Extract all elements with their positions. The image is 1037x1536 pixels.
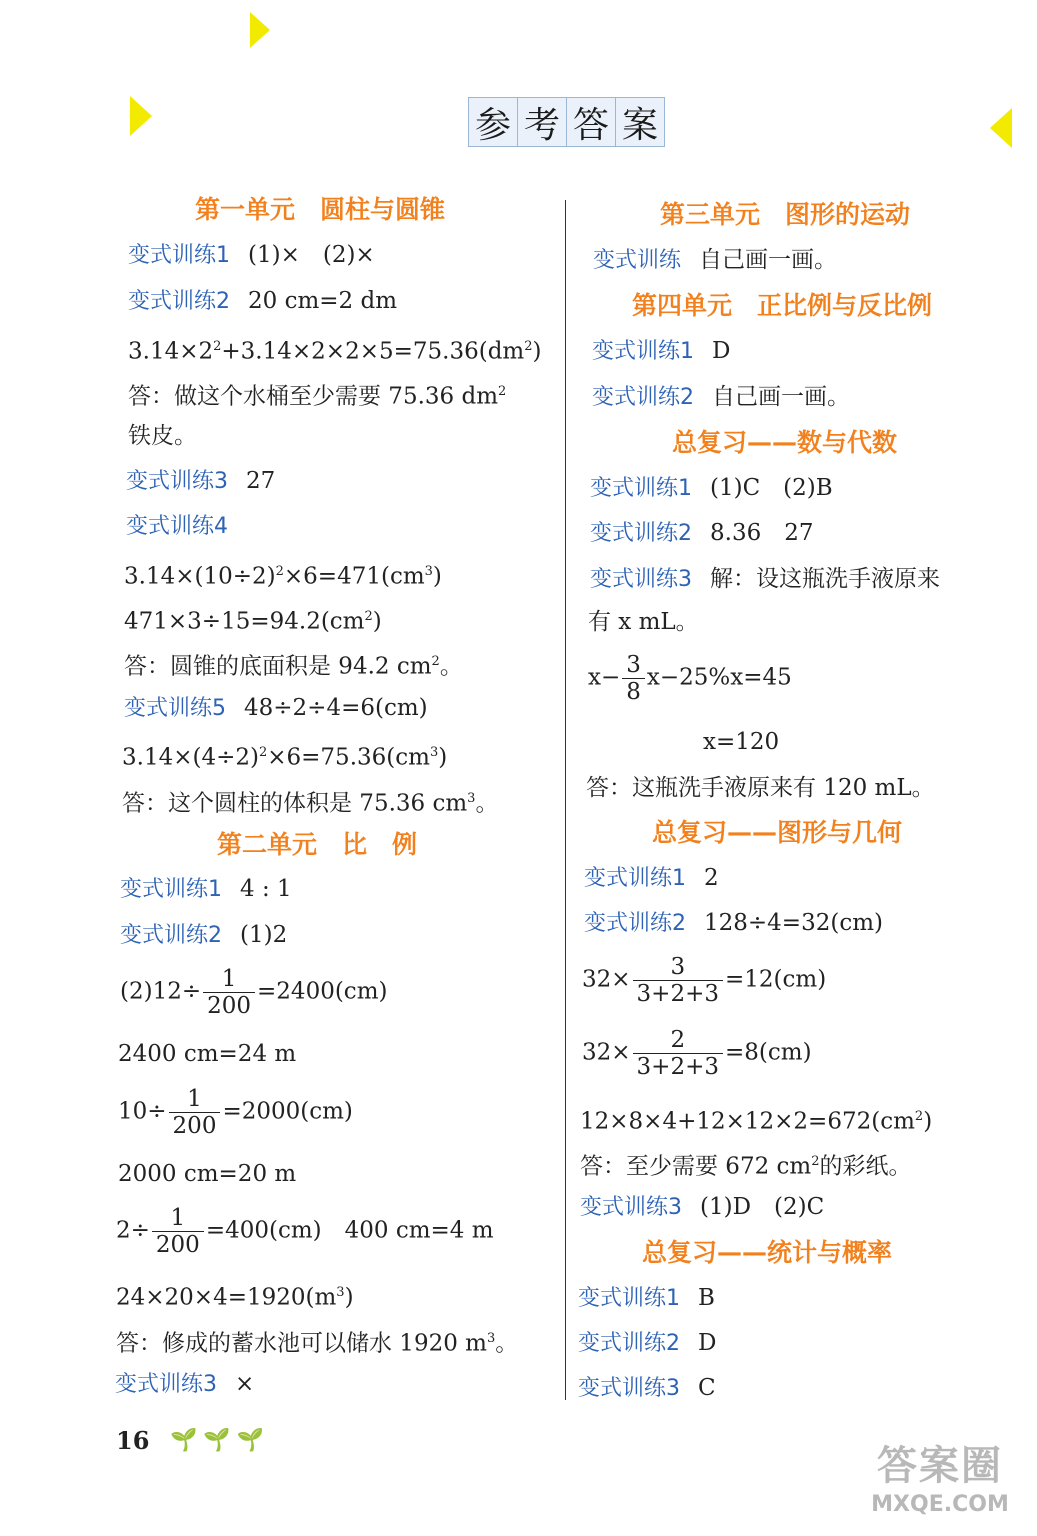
review3-ex2 xyxy=(578,1328,716,1359)
text: 。 xyxy=(475,790,499,817)
text: 32× xyxy=(582,1039,631,1066)
text: ) xyxy=(344,1284,354,1311)
answer-text: C xyxy=(698,1375,716,1401)
denominator: 200 xyxy=(207,993,252,1019)
text: =2000(cm) xyxy=(222,1098,353,1125)
unit1-ex2 xyxy=(128,286,397,317)
text: 2÷ xyxy=(116,1217,150,1244)
yellow-triangle-decoration xyxy=(250,12,270,48)
unit2-ex1 xyxy=(120,874,292,905)
answer-text: 2 xyxy=(704,865,719,891)
exercise-label: 变式训练1 xyxy=(128,243,230,268)
text: =8(cm) xyxy=(725,1039,812,1066)
text: +3.14×2×2×5=75.36(dm xyxy=(221,338,525,365)
exponent: 2 xyxy=(258,745,268,760)
unit1-ex4 xyxy=(126,511,246,542)
exercise-label: 变式训练2 xyxy=(578,1331,680,1356)
answer-text: D xyxy=(712,338,731,364)
watermark-url: MXQE.COM xyxy=(871,1492,1009,1517)
exponent: 3 xyxy=(424,564,433,579)
watermark xyxy=(850,1440,1030,1530)
answer-text: 4 : 1 xyxy=(240,876,292,902)
text: 24×20×4=1920(m xyxy=(116,1284,337,1311)
unit1-ex2-answer-cont: 铁皮。 xyxy=(128,423,197,449)
text: 32× xyxy=(582,966,631,993)
sprout-icon: 🌱🌱🌱 xyxy=(170,1428,271,1453)
review2-heading: 总复习——图形与几何 xyxy=(652,818,903,847)
exponent: 2 xyxy=(498,384,507,399)
text: ) xyxy=(438,744,448,771)
exercise-label: 变式训练3 xyxy=(590,567,692,592)
unit3-heading: 第三单元 图形的运动 xyxy=(660,200,911,229)
exercise-label: 变式训练2 xyxy=(584,911,686,936)
exponent: 2 xyxy=(364,609,373,624)
text: x−25%x=45 xyxy=(646,664,792,691)
exercise-label: 变式训练3 xyxy=(578,1376,680,1401)
text: ) xyxy=(923,1108,933,1135)
text: ) xyxy=(532,338,542,365)
numerator: 3 xyxy=(622,652,645,679)
unit2-fraction-calc-3 xyxy=(116,1205,494,1258)
text: 。 xyxy=(495,1330,519,1357)
exponent: 2 xyxy=(811,1154,820,1169)
review1-ex3 xyxy=(590,564,940,595)
numerator: 1 xyxy=(203,966,255,993)
exercise-label: 变式训练2 xyxy=(592,385,694,410)
review1-result: x=120 xyxy=(703,729,780,755)
unit1-ex4-calc1 xyxy=(124,557,442,592)
exponent: 2 xyxy=(275,564,284,579)
unit1-ex5-calc xyxy=(122,738,447,773)
unit3-ex xyxy=(593,245,837,276)
exponent: 3 xyxy=(467,791,476,806)
exercise-label: 变式训练1 xyxy=(120,877,222,902)
text: =12(cm) xyxy=(725,966,827,993)
review3-ex1 xyxy=(578,1283,715,1314)
title-char: 答 xyxy=(567,98,616,146)
text: 答：修成的蓄水池可以储水 1920 m xyxy=(116,1330,487,1357)
yellow-triangle-decoration xyxy=(130,96,152,136)
fraction xyxy=(152,1205,204,1258)
unit2-ex3 xyxy=(115,1369,254,1400)
title-char: 考 xyxy=(518,98,567,146)
unit2-line-a: 2400 cm=24 m xyxy=(118,1041,297,1067)
text: =400(cm) 400 cm=4 m xyxy=(205,1217,494,1244)
denominator: 8 xyxy=(626,679,641,705)
review1-ex1 xyxy=(590,473,833,504)
yellow-triangle-decoration xyxy=(990,108,1012,148)
exercise-label: 变式训练 xyxy=(593,248,682,273)
exercise-label: 变式训练4 xyxy=(126,514,228,539)
answer-text: × xyxy=(235,1371,255,1397)
unit2-answer xyxy=(116,1324,518,1359)
text: 。 xyxy=(439,653,463,680)
answer-text: (1)D (2)C xyxy=(700,1194,825,1220)
exponent: 3 xyxy=(486,1331,496,1346)
exponent: 3 xyxy=(429,745,439,760)
answer-text: (1)C (2)B xyxy=(710,475,833,501)
numerator: 1 xyxy=(169,1086,221,1113)
answer-text: 128÷4=32(cm) xyxy=(704,910,883,936)
answer-text: 8.36 27 xyxy=(710,520,814,546)
title-char: 参 xyxy=(469,98,518,146)
answer-text: (1)× (2)× xyxy=(248,242,375,268)
answer-text: 27 xyxy=(246,468,276,494)
text: ) xyxy=(432,563,442,590)
page-number: 16 xyxy=(116,1426,150,1455)
watermark-text: 答案圈 xyxy=(877,1443,1003,1489)
review3-ex3 xyxy=(578,1373,716,1404)
exercise-label: 变式训练2 xyxy=(590,521,692,546)
exponent: 2 xyxy=(524,339,533,354)
answer-text: 自己画一画。 xyxy=(712,384,850,410)
text: 10÷ xyxy=(118,1098,167,1125)
fraction xyxy=(169,1086,221,1139)
answer-text: 自己画一画。 xyxy=(699,247,838,273)
review1-answer: 答：这瓶洗手液原来有 120 mL。 xyxy=(586,775,935,801)
review3-heading: 总复习——统计与概率 xyxy=(642,1238,893,1267)
review2-answer xyxy=(580,1147,912,1182)
fraction xyxy=(633,1027,723,1080)
answer-text: D xyxy=(698,1330,717,1356)
unit2-ex2 xyxy=(120,920,287,951)
text: 3.14×(4÷2) xyxy=(122,744,259,771)
title-char: 案 xyxy=(616,98,664,146)
exercise-label: 变式训练1 xyxy=(592,339,694,364)
unit1-ex2-answer xyxy=(128,377,506,412)
answer-text: (1)2 xyxy=(240,922,288,948)
exercise-label: 变式训练1 xyxy=(590,476,692,501)
exercise-label: 变式训练2 xyxy=(128,289,230,314)
text: 3.14×(10÷2) xyxy=(124,563,276,590)
text: 答：圆锥的底面积是 94.2 cm xyxy=(124,653,432,680)
unit1-ex4-answer xyxy=(124,647,463,682)
answer-text: B xyxy=(698,1285,715,1311)
unit1-ex5 xyxy=(124,693,428,724)
text: 471×3÷15=94.2(cm xyxy=(124,608,365,635)
unit2-heading: 第二单元 比 例 xyxy=(217,830,418,859)
exponent: 3 xyxy=(336,1285,345,1300)
text: =2400(cm) xyxy=(257,978,388,1005)
denominator: 3+2+3 xyxy=(636,981,719,1007)
review1-ex2 xyxy=(590,518,813,549)
unit4-heading: 第四单元 正比例与反比例 xyxy=(632,291,933,320)
review1-heading: 总复习——数与代数 xyxy=(672,428,898,457)
review2-fraction-calc-1 xyxy=(582,954,826,1007)
fraction xyxy=(622,652,645,705)
text: 答：做这个水桶至少需要 75.36 dm xyxy=(128,383,498,410)
page-title xyxy=(468,97,665,147)
exercise-label: 变式训练5 xyxy=(124,696,226,721)
unit2-fraction-calc-1 xyxy=(120,966,387,1019)
unit1-ex4-calc2 xyxy=(124,602,382,637)
column-divider xyxy=(565,200,566,1400)
text: ) xyxy=(372,608,382,635)
exercise-label: 变式训练3 xyxy=(126,469,228,494)
text: ×6=75.36(cm xyxy=(267,744,430,771)
numerator: 3 xyxy=(633,954,723,981)
exercise-label: 变式训练1 xyxy=(578,1286,680,1311)
unit2-fraction-calc-2 xyxy=(118,1086,353,1139)
text: 的彩纸。 xyxy=(819,1153,912,1180)
denominator: 200 xyxy=(155,1232,200,1258)
unit4-ex1 xyxy=(592,336,730,367)
text: ×6=471(cm xyxy=(283,563,425,590)
answer-text: 48÷2÷4=6(cm) xyxy=(244,695,428,721)
exercise-label: 变式训练1 xyxy=(584,866,686,891)
exponent: 2 xyxy=(431,654,440,669)
numerator: 1 xyxy=(152,1205,204,1232)
exercise-label: 变式训练2 xyxy=(120,923,222,948)
unit1-heading: 第一单元 圆柱与圆锥 xyxy=(195,195,446,224)
denominator: 200 xyxy=(172,1113,217,1139)
review2-ex3 xyxy=(580,1192,824,1223)
review2-ex1 xyxy=(584,863,719,894)
text: (2)12÷ xyxy=(120,978,202,1005)
text: 3.14×2 xyxy=(128,338,214,365)
review2-line-a xyxy=(580,1102,932,1137)
answer-text: 20 cm=2 dm xyxy=(248,288,398,314)
answer-text: 解：设这瓶洗手液原来 xyxy=(710,566,940,592)
exercise-label: 变式训练3 xyxy=(580,1195,682,1220)
text: 12×8×4+12×12×2=672(cm xyxy=(580,1108,915,1135)
denominator: 3+2+3 xyxy=(636,1054,719,1080)
exponent: 2 xyxy=(213,339,222,354)
unit4-ex2 xyxy=(592,382,850,413)
text: x− xyxy=(588,664,621,691)
unit2-line-b: 2000 cm=20 m xyxy=(118,1161,297,1187)
unit1-ex2-calc xyxy=(128,332,542,367)
unit1-ex5-answer xyxy=(122,784,498,819)
review2-fraction-calc-2 xyxy=(582,1027,812,1080)
text: 答：至少需要 672 cm xyxy=(580,1153,812,1180)
unit1-ex3 xyxy=(126,466,275,497)
exercise-label: 变式训练3 xyxy=(115,1372,217,1397)
fraction xyxy=(633,954,723,1007)
numerator: 2 xyxy=(633,1027,723,1054)
fraction xyxy=(203,966,255,1019)
review2-ex2 xyxy=(584,908,883,939)
review1-equation xyxy=(588,652,792,705)
exponent: 2 xyxy=(914,1109,924,1124)
review1-ex3-cont: 有 x mL。 xyxy=(588,609,699,635)
unit1-ex1 xyxy=(128,240,375,271)
text: 答：这个圆柱的体积是 75.36 cm xyxy=(122,790,468,817)
unit2-line-c xyxy=(116,1278,354,1313)
